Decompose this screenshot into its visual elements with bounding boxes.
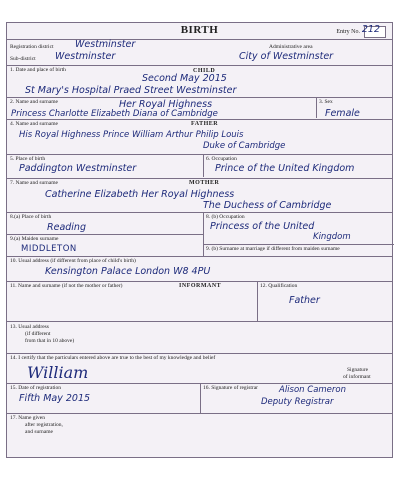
divider	[7, 321, 392, 322]
informant-signature: William	[27, 363, 89, 382]
field-1-label: 1. Date and place of birth	[10, 67, 66, 73]
registrar-title: Deputy Registrar	[261, 397, 334, 407]
divider	[257, 281, 258, 321]
divider	[7, 353, 392, 354]
usual-address: Kensington Palace London W8 4PU	[45, 266, 211, 277]
mother-name: Catherine Elizabeth Her Royal Highness	[45, 189, 235, 200]
field-13-label: 13. Usual address	[10, 324, 49, 330]
mother-title: The Duchess of Cambridge	[203, 200, 332, 211]
field-12-label: 12. Qualification	[260, 283, 298, 289]
mother-occupation: Princess of the United	[210, 221, 315, 232]
divider	[7, 256, 392, 257]
divider	[7, 413, 392, 414]
divider	[7, 178, 392, 179]
divider	[7, 97, 392, 98]
field-5-label: 5. Place of birth	[10, 156, 46, 162]
birth-certificate	[6, 22, 393, 458]
administrative-area-value: City of Westminster	[239, 51, 334, 62]
divider	[7, 212, 392, 213]
mother-maiden-surname: MIDDLETON	[21, 244, 77, 254]
field-8a-label: 8.(a) Place of birth	[10, 214, 52, 220]
signature-of-informant-label: Signature	[347, 367, 369, 373]
signature-of-informant-label-2: of informant	[343, 374, 371, 380]
entry-label: Entry No.	[336, 29, 360, 35]
field-17-label-3: and surname	[25, 429, 53, 435]
father-title: Duke of Cambridge	[203, 141, 286, 151]
father-occupation: Prince of the United Kingdom	[215, 163, 355, 174]
father-place-of-birth: Paddington Westminster	[19, 163, 137, 174]
divider	[7, 281, 392, 282]
divider	[7, 65, 392, 66]
field-2-label: 2. Name and surname	[10, 99, 58, 105]
field-14-label: 14. I certify that the particulars entered above are true to the best of my knowledge and belief	[10, 355, 216, 361]
registrar-signature: Alison Cameron	[279, 385, 346, 395]
field-13-label-2: (if different	[25, 331, 51, 337]
certificate-header	[7, 23, 392, 40]
divider	[203, 212, 204, 256]
child-sex: Female	[325, 108, 360, 119]
divider	[7, 119, 392, 120]
section-father: FATHER	[191, 121, 219, 127]
field-17-label: 17. Name given	[10, 415, 45, 421]
place-of-birth: St Mary's Hospital Praed Street Westminster	[25, 85, 237, 96]
mother-place-of-birth: Reading	[47, 222, 86, 233]
field-11-label: 11. Name and surname (if not the mother or father)	[10, 283, 123, 289]
sub-district-value: Westminster	[55, 51, 116, 62]
divider	[316, 97, 317, 118]
section-child: CHILD	[193, 68, 216, 74]
divider	[200, 383, 201, 413]
field-9b-label: 9. (b) Surname at marriage if different from maiden surname	[206, 246, 340, 252]
certificate-title: BIRTH	[180, 24, 219, 36]
field-17-label-2: after registration,	[25, 422, 63, 428]
registration-district-value: Westminster	[75, 39, 136, 50]
field-16-label: 16. Signature of registrar	[203, 385, 258, 391]
child-name: Princess Charlotte Elizabeth Diana of Cambridge	[11, 109, 218, 119]
registration-date: Fifth May 2015	[19, 393, 91, 404]
divider	[7, 154, 392, 155]
field-3-label: 3. Sex	[319, 99, 333, 105]
section-informant: INFORMANT	[179, 283, 222, 289]
date-of-birth: Second May 2015	[142, 73, 227, 84]
father-name: His Royal Highness Prince William Arthur Philip Louis	[19, 130, 244, 140]
sub-district-label: Sub-district	[10, 56, 36, 62]
divider	[7, 234, 203, 235]
field-13-label-3: from that in 10 above)	[25, 338, 75, 344]
field-4-label: 4. Name and surname	[10, 121, 58, 127]
section-mother: MOTHER	[189, 180, 220, 186]
registration-district-label: Registration district	[10, 44, 54, 50]
informant-qualification: Father	[289, 295, 320, 306]
field-8b-label: 8. (b) Occupation	[206, 214, 245, 220]
field-15-label: 15. Date of registration	[10, 385, 62, 391]
divider	[203, 244, 394, 245]
child-title: Her Royal Highness	[119, 99, 213, 110]
entry-value: 212	[361, 24, 380, 35]
field-7-label: 7. Name and surname	[10, 180, 58, 186]
administrative-area-label: Administrative area	[269, 44, 313, 50]
field-9a-label: 9.(a) Maiden surname	[10, 236, 59, 242]
mother-occupation-cont: Kingdom	[313, 232, 351, 242]
field-10-label: 10. Usual address (if different from place of child's birth)	[10, 258, 136, 264]
divider	[203, 154, 204, 177]
field-6-label: 6. Occupation	[206, 156, 237, 162]
